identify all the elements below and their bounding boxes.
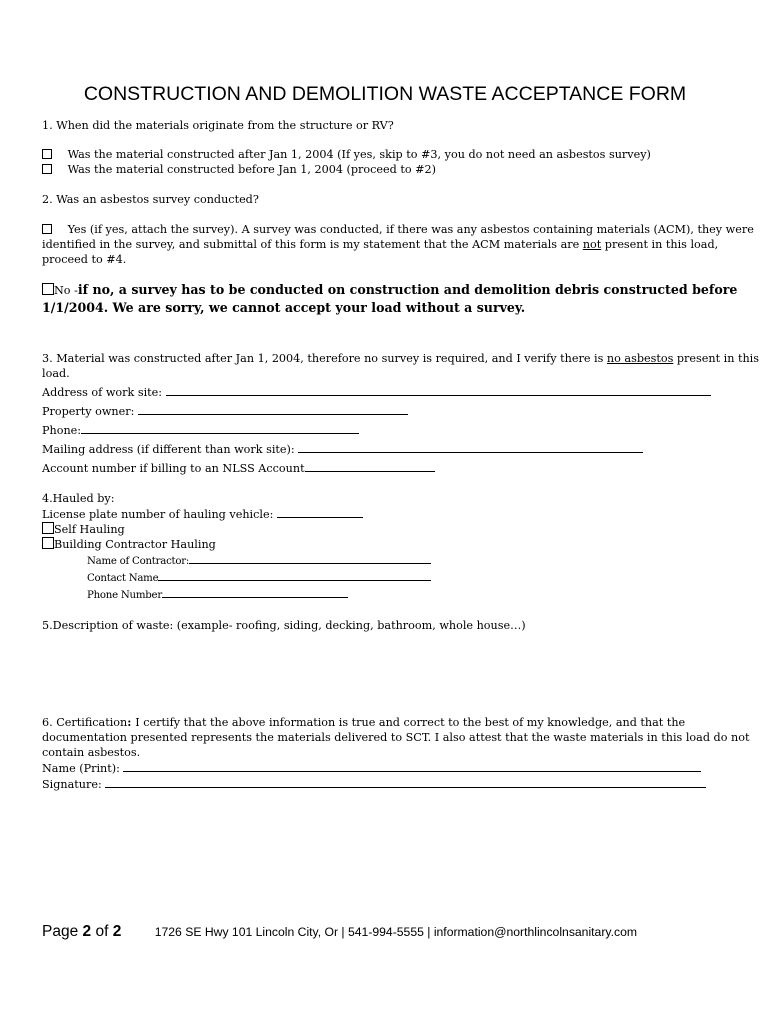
contractor-hauling-option[interactable] — [42, 537, 710, 552]
page-indicator — [42, 923, 121, 940]
plate-input[interactable] — [277, 506, 363, 518]
contact-name-input[interactable] — [158, 569, 431, 581]
q6-heading: 6. Certification — [42, 716, 128, 729]
address-field-row — [42, 384, 710, 400]
q6-line2: documentation presented represents the materials delivered to SCT. I also attest that the waste materials in this load do not — [42, 731, 750, 744]
mailing-input[interactable] — [298, 441, 643, 453]
question-6 — [42, 715, 750, 792]
question-3 — [42, 351, 759, 476]
q3-no-asbestos-emphasis: no asbestos — [606, 352, 674, 365]
q2-yes-line1: Yes (if yes, attach the survey). A survey was conducted, if there was any asbestos containing materials (ACM), they were — [67, 223, 754, 236]
contractor-name-label: Name of Contractor: — [87, 556, 190, 567]
q2-yes-line3: proceed to #4. — [42, 253, 127, 266]
contractor-phone-row — [87, 586, 710, 603]
page-of: of — [91, 923, 113, 940]
address-input[interactable] — [166, 384, 711, 396]
self-hauling-label: Self Hauling — [54, 523, 125, 536]
contractor-name-row — [87, 552, 710, 569]
q3-line1 — [42, 351, 759, 366]
plate-label: License plate number of hauling vehicle: — [42, 508, 277, 521]
question-4 — [42, 491, 710, 603]
page-number: 2 — [82, 923, 92, 940]
contractor-hauling-checkbox[interactable] — [42, 537, 54, 549]
signature-input[interactable] — [105, 776, 706, 788]
question-2 — [42, 192, 754, 316]
q1-before-checkbox[interactable] — [42, 164, 52, 174]
question-1 — [42, 118, 710, 177]
self-hauling-option[interactable] — [42, 522, 710, 537]
question-5 — [42, 618, 710, 708]
q2-yes-line2-end: present in this load, — [601, 238, 719, 251]
signature-label: Signature: — [42, 778, 106, 791]
q2-yes-line2 — [42, 237, 719, 252]
q2-option-no[interactable] — [42, 281, 738, 299]
contractor-phone-input[interactable] — [162, 586, 348, 598]
q2-no-label: No - — [54, 284, 78, 297]
address-label: Address of work site: — [42, 386, 166, 399]
q2-no-checkbox[interactable] — [42, 283, 54, 295]
page-prefix: Page — [42, 923, 83, 940]
plate-field-row — [42, 506, 710, 522]
phone-field-row — [42, 422, 710, 438]
q2-no-warning-line2: 1/1/2004. We are sorry, we cannot accept your load without a survey. — [42, 300, 526, 315]
q1-before-label: Was the material constructed before Jan 1, 2004 (proceed to #2) — [67, 163, 436, 176]
q2-yes-line2-text: identified in the survey, and submittal of this form is my statement that the ACM materials are — [42, 238, 583, 251]
phone-input[interactable] — [81, 422, 359, 434]
q2-no-warning-line1: if no, a survey has to be conducted on construction and demolition debris constructed before — [77, 282, 738, 297]
contractor-hauling-label: Building Contractor Hauling — [54, 538, 216, 551]
form-title: CONSTRUCTION AND DEMOLITION WASTE ACCEPTANCE FORM — [83, 83, 687, 105]
q1-option-before[interactable] — [42, 162, 710, 177]
q2-yes-checkbox[interactable] — [42, 224, 52, 234]
q3-line1-end: present in this — [673, 352, 759, 365]
contractor-phone-label: Phone Number — [87, 590, 162, 601]
q2-option-yes[interactable] — [42, 222, 754, 237]
q4-heading: 4.Hauled by: — [42, 492, 115, 505]
q6-colon: : — [127, 715, 136, 729]
q6-line1 — [42, 715, 710, 730]
page-footer — [42, 924, 742, 940]
owner-label: Property owner: — [42, 405, 138, 418]
description-area[interactable] — [42, 633, 710, 708]
mailing-label: Mailing address (if different than work site): — [42, 443, 299, 456]
contact-name-row — [87, 569, 710, 586]
q2-question: 2. Was an asbestos survey conducted? — [42, 193, 259, 206]
q6-line3: contain asbestos. — [42, 746, 141, 759]
q3-line1-text: 3. Material was constructed after Jan 1, 2004, therefore no survey is required, and I verify there is — [42, 352, 607, 365]
mailing-field-row — [42, 441, 710, 457]
contact-name-label: Contact Name — [87, 573, 159, 584]
q1-option-after[interactable] — [42, 147, 710, 162]
q5-label: 5.Description of waste: (example- roofing, siding, decking, bathroom, whole house…) — [42, 619, 526, 632]
name-label: Name (Print): — [42, 762, 124, 775]
contractor-name-input[interactable] — [189, 552, 431, 564]
phone-label: Phone: — [42, 424, 82, 437]
name-field-row — [42, 760, 710, 776]
signature-field-row — [42, 776, 710, 792]
account-label: Account number if billing to an NLSS Account — [42, 462, 305, 475]
self-hauling-checkbox[interactable] — [42, 522, 54, 534]
q2-not-emphasis: not — [582, 238, 602, 251]
q1-after-checkbox[interactable] — [42, 149, 52, 159]
account-field-row — [42, 460, 710, 476]
footer-contact: 1726 SE Hwy 101 Lincoln City, Or | 541-994-5555 | information@northlincolnsanitary.com — [154, 925, 637, 939]
q3-line2: load. — [42, 367, 70, 380]
owner-field-row — [42, 403, 710, 419]
account-input[interactable] — [305, 460, 435, 472]
page-total: 2 — [112, 923, 122, 940]
name-input[interactable] — [123, 760, 701, 772]
q1-question: 1. When did the materials originate from the structure or RV? — [42, 119, 394, 132]
q6-line1-text: I certify that the above information is true and correct to the best of my knowledge, and that the — [135, 716, 686, 729]
owner-input[interactable] — [138, 403, 408, 415]
q1-after-label: Was the material constructed after Jan 1, 2004 (If yes, skip to #3, you do not need an asbestos survey) — [67, 148, 651, 161]
